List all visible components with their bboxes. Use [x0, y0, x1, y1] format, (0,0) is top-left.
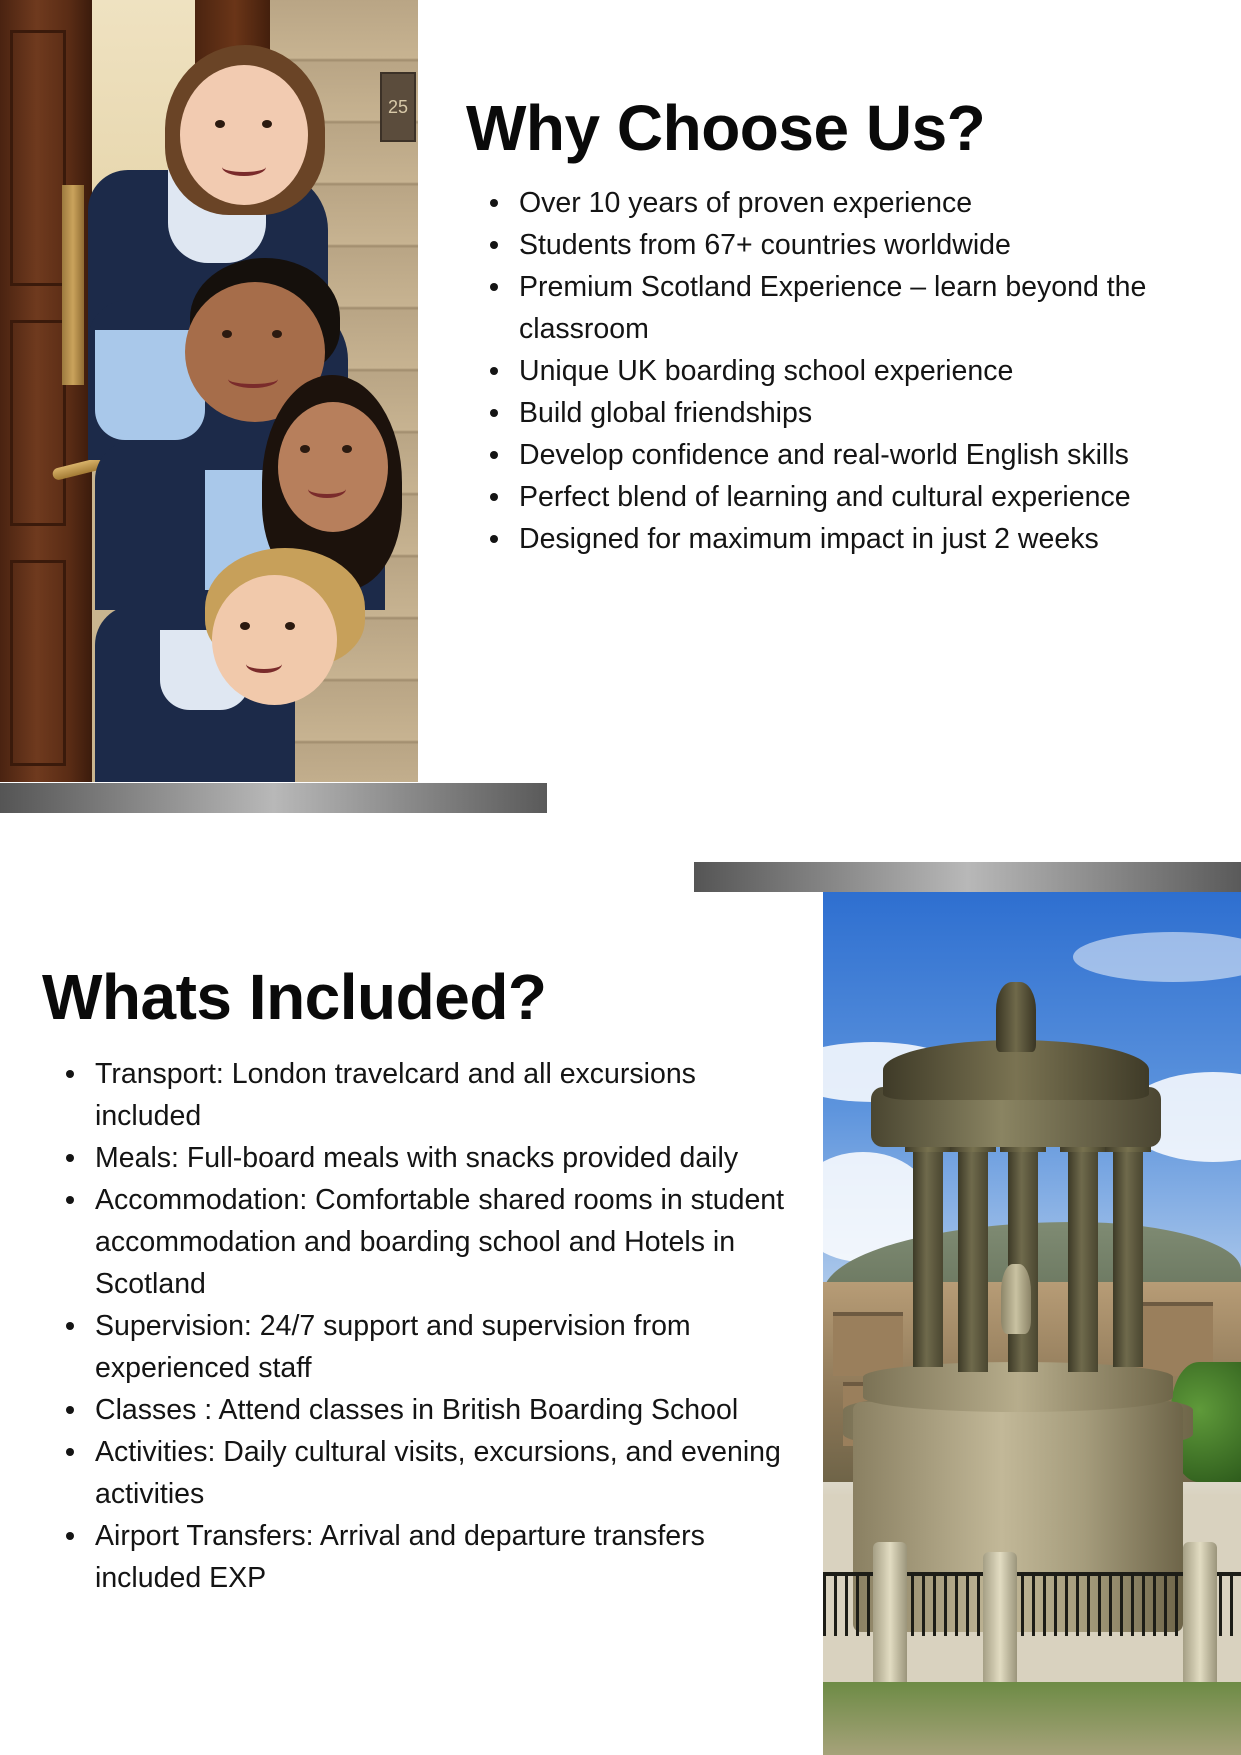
list-item: Transport: London travelcard and all excursions included — [95, 1053, 785, 1137]
list-item: Unique UK boarding school experience — [519, 350, 1199, 392]
list-item: Develop confidence and real-world English skills — [519, 434, 1199, 476]
list-item: Meals: Full-board meals with snacks provided daily — [95, 1137, 785, 1179]
wall-plaque: 25 — [380, 72, 416, 142]
decorative-gradient-bar-bottom — [694, 862, 1241, 892]
whats-included-list — [95, 1053, 785, 1599]
why-choose-us-section — [466, 92, 1206, 560]
list-item: Students from 67+ countries worldwide — [519, 224, 1199, 266]
edinburgh-monument-photo — [823, 892, 1241, 1755]
list-item: Activities: Daily cultural visits, excursions, and evening activities — [95, 1431, 785, 1515]
list-item: Over 10 years of proven experience — [519, 182, 1199, 224]
whats-included-section — [42, 961, 785, 1599]
list-item: Classes : Attend classes in British Boarding School — [95, 1389, 785, 1431]
list-item: Accommodation: Comfortable shared rooms in student accommodation and boarding school and Hotels in Scotland — [95, 1179, 785, 1305]
whats-included-heading: Whats Included? — [42, 961, 547, 1033]
list-item: Supervision: 24/7 support and supervision from experienced staff — [95, 1305, 785, 1389]
list-item: Build global friendships — [519, 392, 1199, 434]
why-choose-us-list — [519, 182, 1199, 560]
why-choose-us-heading: Why Choose Us? — [466, 92, 986, 164]
decorative-gradient-bar-top — [0, 783, 547, 813]
students-doorway-photo — [0, 0, 418, 782]
list-item: Airport Transfers: Arrival and departure transfers included EXP — [95, 1515, 785, 1599]
list-item: Perfect blend of learning and cultural experience — [519, 476, 1199, 518]
list-item: Premium Scotland Experience – learn beyond the classroom — [519, 266, 1199, 350]
list-item: Designed for maximum impact in just 2 weeks — [519, 518, 1199, 560]
